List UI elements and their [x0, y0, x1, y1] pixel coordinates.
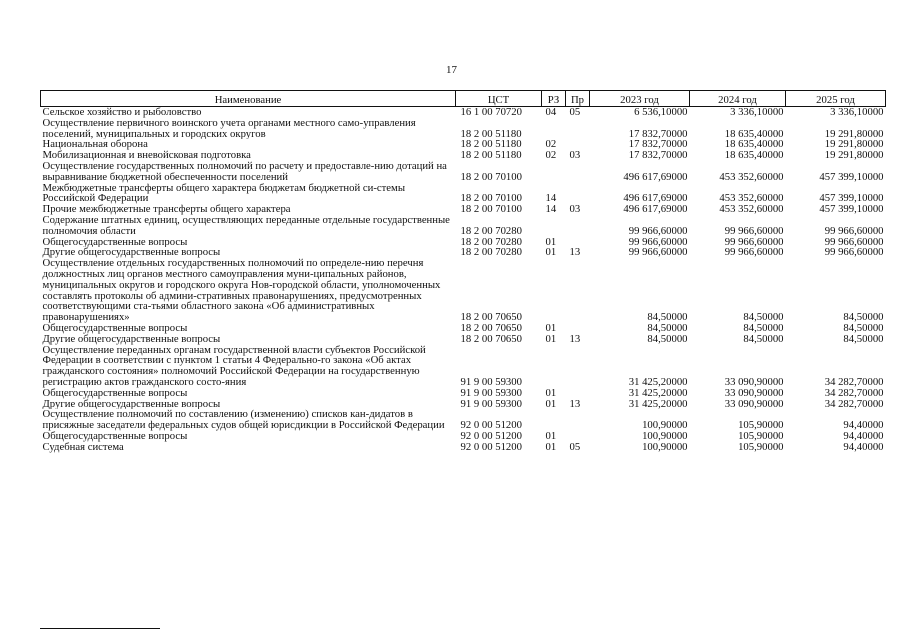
cell-pr [566, 215, 590, 237]
cell-pr [566, 183, 590, 205]
cell-pr [566, 237, 590, 248]
cell-cst: 18 2 00 70100 [460, 192, 522, 205]
cell-pr [566, 345, 590, 388]
cell-name: Содержание штатных единиц, осуществляющих переданные отдельные государственные полномочия области [42, 214, 450, 237]
cell-y2024: 99 966,60000 [724, 224, 784, 237]
cell-y2024: 99 966,60000 [724, 236, 784, 248]
cell-name: Межбюджетные трансферты общего характера бюджетам бюджетной си-стемы Российской Федерации [42, 182, 405, 205]
cell-rz: 04 [545, 106, 557, 118]
cell-y2025: 99 966,60000 [824, 224, 884, 237]
cell-rz: 01 [545, 333, 557, 345]
cell-y2025: 34 282,70000 [824, 387, 884, 399]
cell-y2024: 105,90000 [738, 430, 784, 442]
table-body [41, 107, 886, 453]
cell-pr: 13 [569, 247, 581, 259]
cell-rz: 02 [545, 139, 557, 151]
cell-pr: 13 [569, 333, 581, 345]
cell-name: Мобилизационная и вневойсковая подготовка [42, 150, 251, 161]
cell-rz [542, 215, 566, 237]
cell-y2024: 33 090,90000 [724, 375, 784, 388]
cell-cst: 91 9 00 59300 [460, 387, 522, 399]
cell-name: Прочие межбюджетные трансферты общего характера [42, 204, 291, 215]
header-pr: Пр [566, 91, 590, 107]
header-cst: ЦСТ [456, 91, 542, 107]
cell-pr: 05 [569, 106, 581, 118]
cell-cst: 18 2 00 70650 [460, 311, 522, 323]
cell-y2023: 99 966,60000 [628, 224, 688, 237]
table-row [41, 345, 886, 388]
cell-cst: 18 2 00 51180 [460, 139, 522, 151]
cell-rz [542, 118, 566, 140]
table-row [41, 150, 886, 161]
cell-y2023: 17 832,70000 [628, 150, 688, 161]
cell-cst: 16 1 00 70720 [460, 106, 522, 118]
table-row [41, 107, 886, 118]
table-row [41, 334, 886, 345]
cell-rz: 01 [545, 387, 557, 399]
cell-name: Сельское хозяйство и рыболовство [42, 106, 202, 118]
table-row [41, 247, 886, 258]
cell-rz: 01 [545, 322, 557, 334]
cell-y2023: 100,90000 [642, 430, 688, 442]
cell-y2025: 94,40000 [843, 441, 884, 453]
budget-table [40, 90, 886, 453]
cell-y2023: 496 617,69000 [623, 170, 688, 183]
footer-rule [40, 628, 160, 629]
cell-name: Осуществление отдельных государственных полномочий по определе-нию перечня должностных лиц органов местного самоуправления муни-ципальных районов, муниципальных округов и городского округа Нов-городской области, уполномоченных составлять протоколы об админи-стративных правонарушениях, предусмотренных соответствующими ста-тьями областного закона «Об административных правонарушениях» [42, 258, 441, 323]
cell-pr: 13 [569, 398, 581, 410]
cell-y2024: 105,90000 [738, 419, 784, 431]
cell-y2024: 84,50000 [743, 333, 784, 345]
cell-rz: 01 [545, 236, 557, 248]
header-2025: 2025 год [786, 91, 886, 107]
cell-y2024: 18 635,40000 [724, 150, 784, 161]
cell-pr: 03 [569, 150, 581, 161]
cell-pr [566, 139, 590, 150]
cell-cst: 92 0 00 51200 [460, 441, 522, 453]
table-row [41, 388, 886, 399]
table-row [41, 215, 886, 237]
cell-y2023: 100,90000 [642, 419, 688, 431]
cell-y2025: 457 399,10000 [819, 192, 884, 205]
cell-name: Общегосударственные вопросы [42, 322, 188, 334]
cell-y2023: 84,50000 [647, 322, 688, 334]
cell-y2024: 84,50000 [743, 311, 784, 323]
cell-y2023: 6 536,10000 [634, 106, 688, 118]
cell-y2023: 31 425,20000 [628, 398, 688, 410]
cell-cst: 18 2 00 70100 [460, 170, 522, 183]
cell-pr: 03 [569, 204, 581, 215]
table-row [41, 139, 886, 150]
cell-y2023: 99 966,60000 [628, 247, 688, 259]
cell-cst: 18 2 00 70100 [460, 204, 522, 215]
cell-cst: 18 2 00 51180 [460, 127, 522, 140]
cell-y2024: 453 352,60000 [719, 170, 784, 183]
cell-y2025: 3 336,10000 [830, 106, 884, 118]
cell-rz: 01 [545, 398, 557, 410]
table-row [41, 118, 886, 140]
cell-pr [566, 323, 590, 334]
cell-y2023: 17 832,70000 [628, 139, 688, 151]
table-row [41, 161, 886, 183]
cell-y2025: 19 291,80000 [824, 127, 884, 140]
table-row [41, 258, 886, 323]
cell-pr [566, 258, 590, 323]
cell-y2023: 84,50000 [647, 311, 688, 323]
cell-name: Другие общегосударственные вопросы [42, 333, 221, 345]
cell-pr [566, 431, 590, 442]
cell-cst: 18 2 00 70650 [460, 322, 522, 334]
table-row [41, 399, 886, 410]
cell-name: Судебная система [42, 441, 124, 453]
cell-name: Общегосударственные вопросы [42, 430, 188, 442]
cell-y2024: 453 352,60000 [719, 204, 784, 215]
cell-cst: 18 2 00 70650 [460, 333, 522, 345]
cell-rz: 02 [545, 150, 557, 161]
cell-y2025: 99 966,60000 [824, 247, 884, 259]
cell-y2023: 31 425,20000 [628, 387, 688, 399]
header-2024: 2024 год [690, 91, 786, 107]
cell-y2025: 94,40000 [843, 419, 884, 431]
cell-y2024: 18 635,40000 [724, 139, 784, 151]
cell-y2024: 99 966,60000 [724, 247, 784, 259]
cell-cst: 92 0 00 51200 [460, 430, 522, 442]
cell-pr [566, 388, 590, 399]
table-row [41, 431, 886, 442]
header-name: Наименование [41, 91, 456, 107]
cell-pr [566, 161, 590, 183]
cell-y2025: 84,50000 [843, 333, 884, 345]
cell-cst: 18 2 00 70280 [460, 236, 522, 248]
header-rz: РЗ [542, 91, 566, 107]
cell-cst: 18 2 00 70280 [460, 247, 522, 259]
cell-rz: 14 [545, 204, 557, 215]
cell-rz [542, 409, 566, 431]
cell-name: Осуществление государственных полномочий по расчету и предоставле-нию дотаций на выравнивание бюджетной обеспеченности поселений [42, 160, 447, 183]
cell-y2024: 453 352,60000 [719, 192, 784, 205]
cell-y2025: 84,50000 [843, 322, 884, 334]
cell-y2025: 19 291,80000 [824, 139, 884, 151]
cell-rz [542, 161, 566, 183]
cell-y2025: 94,40000 [843, 430, 884, 442]
cell-rz: 01 [545, 441, 557, 453]
cell-name: Осуществление полномочий по составлению (изменению) списков кан-дидатов в присяжные заседатели федеральных судов общей юрисдикции в Российской Федерации [42, 409, 445, 431]
cell-name: Общегосударственные вопросы [42, 387, 188, 399]
table-row [41, 442, 886, 453]
cell-y2024: 33 090,90000 [724, 398, 784, 410]
cell-y2024: 84,50000 [743, 322, 784, 334]
cell-y2024: 33 090,90000 [724, 387, 784, 399]
cell-cst: 91 9 00 59300 [460, 398, 522, 410]
table-row [41, 237, 886, 248]
cell-y2025: 34 282,70000 [824, 375, 884, 388]
cell-y2025: 19 291,80000 [824, 150, 884, 161]
table-row [41, 409, 886, 431]
table-row [41, 323, 886, 334]
cell-cst: 18 2 00 70280 [460, 224, 522, 237]
table-header [41, 91, 886, 107]
cell-y2025: 99 966,60000 [824, 236, 884, 248]
cell-pr [566, 118, 590, 140]
cell-y2023: 100,90000 [642, 441, 688, 453]
table-row [41, 183, 886, 205]
page-number: 17 [446, 64, 457, 76]
cell-cst: 91 9 00 59300 [460, 375, 522, 388]
cell-y2025: 457 399,10000 [819, 204, 884, 215]
cell-name: Другие общегосударственные вопросы [42, 247, 221, 259]
table-row [41, 204, 886, 215]
cell-rz: 01 [545, 430, 557, 442]
cell-name: Осуществление первичного воинского учета органами местного само-управления поселений, муниципальных и городских округов [42, 117, 416, 140]
cell-y2024: 105,90000 [738, 441, 784, 453]
cell-y2025: 34 282,70000 [824, 398, 884, 410]
cell-name: Национальная оборона [42, 139, 148, 151]
cell-y2023: 496 617,69000 [623, 192, 688, 205]
cell-y2023: 99 966,60000 [628, 236, 688, 248]
cell-name: Другие общегосударственные вопросы [42, 398, 221, 410]
cell-y2024: 18 635,40000 [724, 127, 784, 140]
cell-name: Общегосударственные вопросы [42, 236, 188, 248]
cell-cst: 18 2 00 51180 [460, 150, 522, 161]
cell-y2023: 84,50000 [647, 333, 688, 345]
cell-y2025: 84,50000 [843, 311, 884, 323]
cell-cst: 92 0 00 51200 [460, 419, 522, 431]
cell-name: Осуществление переданных органам государственной власти субъектов Российской Федерации в соответствии с пунктом 1 статьи 4 Федерально-го закона «Об актах гражданского состояния» полномочий Российской Федерации на государственную регистрацию актов гражданского состо-яния [42, 344, 426, 388]
cell-pr: 05 [569, 441, 581, 453]
cell-y2023: 496 617,69000 [623, 204, 688, 215]
cell-pr [566, 409, 590, 431]
cell-rz: 01 [545, 247, 557, 259]
cell-rz [542, 258, 566, 323]
cell-y2023: 17 832,70000 [628, 127, 688, 140]
cell-y2024: 3 336,10000 [730, 106, 784, 118]
cell-rz: 14 [545, 192, 557, 205]
cell-y2023: 31 425,20000 [628, 375, 688, 388]
cell-rz [542, 345, 566, 388]
header-2023: 2023 год [590, 91, 690, 107]
cell-y2025: 457 399,10000 [819, 170, 884, 183]
